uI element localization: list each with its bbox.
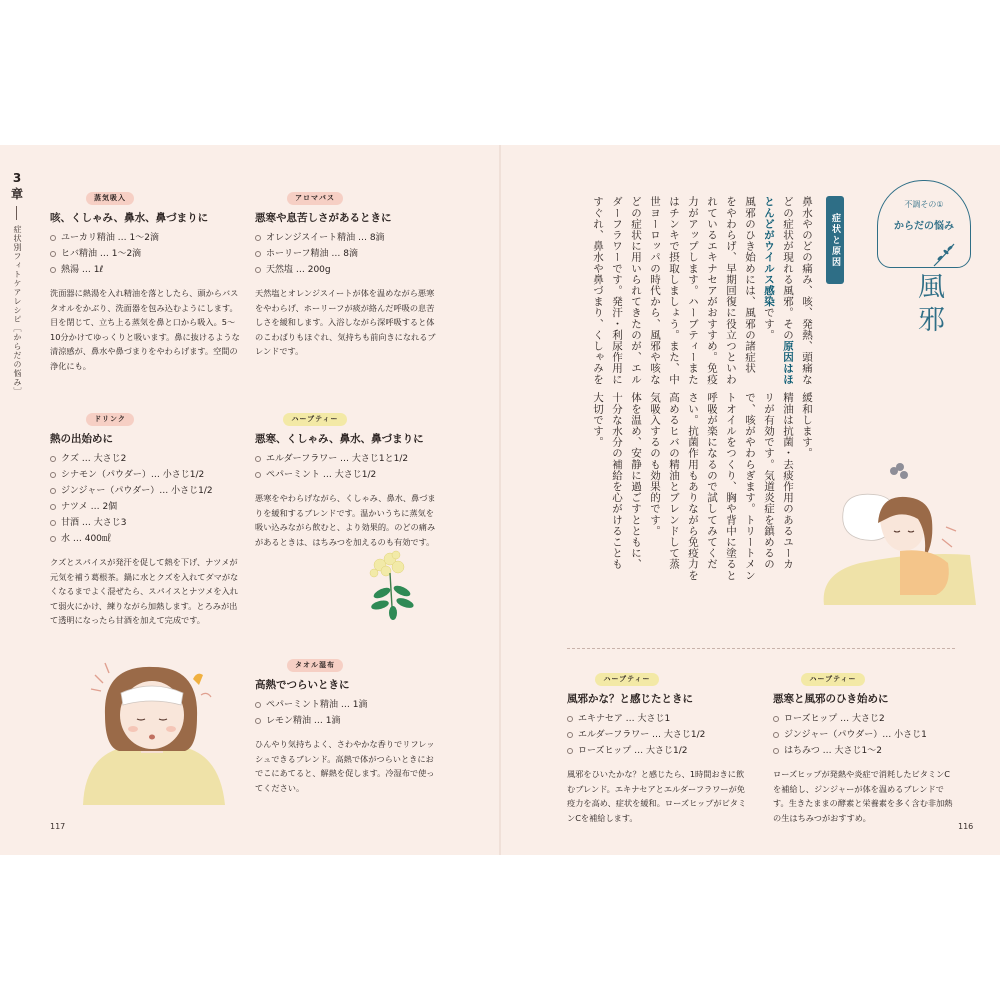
body-line: ダーフラワーです。発汗・利尿作用に (611, 196, 623, 385)
ingredient-item: レモン精油 … 1滴 (255, 713, 440, 729)
ingredient-item: ローズヒップ … 大さじ2 (773, 711, 958, 727)
ingredient-item: エルダーフラワー … 大さじ1/2 (567, 727, 752, 743)
recipe-towel-compress (255, 652, 440, 795)
body-line: どの症状が現れる風邪。その原因はほ (782, 196, 794, 385)
body-line: 体を温め、安静に過ごすとともに、 (630, 392, 642, 570)
ingredient-item: 熱湯 … 1ℓ (50, 262, 240, 278)
body-line: 大切です。 (592, 392, 604, 448)
recipe-herb-tea (255, 406, 440, 549)
body-line: で、咳がやわらぎます。トリートメン (744, 392, 756, 581)
article-body-2 (580, 392, 816, 652)
section-tag: 症状と原因 (826, 196, 844, 284)
body-line: 風邪のひき始めには、風邪の諸症状 (744, 196, 756, 374)
chapter-number: 3 (12, 171, 22, 185)
body-line: トオイルをつくり、胸や背中に塗ると (725, 392, 737, 581)
body-line: すぐれ、鼻水や鼻づまり、くしゃみを (592, 196, 604, 385)
recipe-herb-tea-chill (773, 666, 958, 825)
recipe-description: ローズヒップが発熱や炎症で消耗したビタミンCを補給し、ジンジャーが体を温めるブレンドです。生きたままの酵素と栄養素を多く含む非加熱の生はちみつがおすすめ。 (773, 769, 953, 823)
ingredient-item: オレンジスイート精油 … 8滴 (255, 230, 440, 246)
body-line: れているエキナセアがおすすめ。免疫 (706, 196, 718, 385)
recipe-tag: タオル湿布 (287, 659, 343, 672)
body-line: リが有効です。気道炎症を鎮めるの (763, 392, 775, 570)
ingredient-item: エルダーフラワー … 大さじ1と1/2 (255, 451, 440, 467)
ingredient-item: エキナセア … 大さじ1 (567, 711, 752, 727)
ingredient-item: ヒバ精油 … 1〜2滴 (50, 246, 240, 262)
page-title: 風邪 (913, 272, 944, 338)
ingredient-item: ユーカリ精油 … 1〜2滴 (50, 230, 240, 246)
recipe-title: 風邪かな？と感じたときに (567, 693, 693, 705)
recipe-steam-inhalation (50, 185, 240, 373)
ingredient-item: ナツメ … 2個 (50, 499, 240, 515)
body-line: をやわらげ、早期回復に役立つといわ (725, 196, 737, 385)
ingredient-list (50, 451, 240, 547)
girl-in-bed-illustration (820, 455, 980, 615)
ingredient-item: 天然塩 … 200g (255, 262, 440, 278)
body-line: さい。抗菌作用もありながら免疫力を (687, 392, 699, 581)
ingredient-item: 甘酒 … 大さじ3 (50, 515, 240, 531)
chapter-divider (16, 206, 17, 220)
body-line: 十分な水分の補給を心がけることも (611, 392, 623, 570)
ingredient-item: はちみつ … 大さじ1〜2 (773, 743, 958, 759)
body-line: 高めるヒバの精油とブレンドして蒸 (668, 392, 680, 570)
series-subtitle: からだの悩み (894, 221, 954, 232)
ingredient-item: クズ … 大さじ2 (50, 451, 240, 467)
recipe-description: 悪寒をやわらげながら、くしゃみ、鼻水、鼻づまりを緩和するブレンドです。温かいうちに蒸気を吸い込みながら飲むと、より効果的。のどの痛みがあるときは、はちみつを加えるのも有効です。 (255, 493, 436, 547)
ingredient-item: ジンジャー（パウダー）… 小さじ1/2 (50, 483, 240, 499)
page-number-left: 117 (50, 822, 66, 831)
ingredient-item: ホーリーフ精油 … 8滴 (255, 246, 440, 262)
ingredient-list (567, 711, 752, 759)
girl-with-towel-illustration (75, 655, 230, 805)
body-line: 力がアップします。ハーブティーまた (687, 196, 699, 385)
recipe-title: 咳、くしゃみ、鼻水、鼻づまりに (50, 212, 209, 224)
elderflower-illustration (360, 545, 435, 620)
body-line: とんどがウイルス感染です。 (763, 196, 775, 341)
ingredient-item: シナモン（パウダー）… 小さじ1/2 (50, 467, 240, 483)
recipe-drink (50, 406, 240, 628)
ingredient-list (773, 711, 958, 759)
recipe-description: 天然塩とオレンジスイートが体を温めながら悪寒をやわらげ、ホーリーフが痰が絡んだ呼吸の息苦しさを緩和します。入浴しながら深呼吸すると体のこわばりもほぐれ、気持ちも前向きになれるブレンドです。 (255, 288, 436, 356)
recipe-description: クズとスパイスが発汗を促して熱を下げ、ナツメが元気を補う葛根茶。鍋に水とクズを入れてダマがなくなるまでよく混ぜたら、スパイスとナツメを入れて弱火にかけ、練りながら加熱します。とろみが出て透明になったら甘酒を加えて完成です。 (50, 557, 239, 625)
recipe-aroma-bath (255, 185, 440, 359)
body-line: 呼吸が楽になるので試してみてくだ (706, 392, 718, 570)
running-head: 症状別フィトケアレシピ［からだの悩み］ (13, 225, 22, 396)
body-line: 世ヨーロッパの時代から、風邪や咳な (649, 196, 661, 385)
recipe-tag: ハーブティー (283, 413, 346, 426)
page-number-right: 116 (958, 822, 974, 831)
chapter-marker (8, 170, 26, 202)
sprig-icon (930, 240, 960, 270)
book-spine (499, 145, 501, 855)
body-line: 精油は抗菌・去痰作用のあるユーカ (782, 392, 794, 570)
recipe-description: 洗面器に熱湯を入れ精油を落としたら、頭からバスタオルをかぶり、洗面器を包み込むようにします。目を閉じて、立ち上る蒸気を鼻と口から吸入。5〜10分かけてゆっくりと吸います。鼻に抜けるような清涼感が、鼻水や鼻づまりをやわらげます。空間の浄化にも。 (50, 288, 240, 371)
recipe-tag: 蒸気吸入 (86, 192, 134, 205)
ingredient-list (255, 230, 440, 278)
body-line: どの症状に用いられてきたのが、エル (630, 196, 642, 385)
ingredient-list (255, 451, 440, 483)
recipe-description: 風邪をひいたかな？と感じたら、1時間おきに飲むブレンド。エキナセアとエルダーフラワーが免疫力を高め、症状を緩和。ローズヒップがビタミンCを補給します。 (567, 769, 747, 823)
recipe-herb-tea-early (567, 666, 752, 825)
ingredient-item: ペパーミント精油 … 1滴 (255, 697, 440, 713)
series-label: 不調その① (904, 200, 944, 209)
body-line: はチンキで摂取しましょう。また、中 (668, 196, 680, 385)
body-line: 緩和します。 (801, 392, 813, 459)
recipe-title: 悪寒と風邪のひき始めに (773, 693, 889, 705)
ingredient-list (50, 230, 240, 278)
recipe-tag: ハーブティー (801, 673, 864, 686)
ingredient-item: ローズヒップ … 大さじ1/2 (567, 743, 752, 759)
body-line: 鼻水やのどの痛み、咳、発熱、頭痛な (801, 196, 813, 385)
chapter-char: 章 (10, 187, 23, 201)
body-line: 気吸入するのも効果的です。 (649, 392, 661, 537)
ingredient-item: 水 … 400㎖ (50, 531, 240, 547)
ingredient-item: ジンジャー（パウダー）… 小さじ1 (773, 727, 958, 743)
ingredient-list (255, 697, 440, 729)
recipe-tag: アロマバス (287, 192, 343, 205)
section-divider (567, 648, 955, 649)
recipe-title: 高熱でつらいときに (255, 679, 350, 691)
recipe-title: 悪寒や息苦しさがあるときに (255, 212, 392, 224)
recipe-title: 熱の出始めに (50, 433, 113, 445)
recipe-description: ひんやり気持ちよく、さわやかな香りでリフレッシュできるブレンド。高熱で体がつらいときにおでこにあてると、解熱を促します。冷湿布で使ってください。 (255, 739, 435, 793)
recipe-tag: ハーブティー (595, 673, 658, 686)
ingredient-item: ペパーミント … 大さじ1/2 (255, 467, 440, 483)
recipe-tag: ドリンク (86, 413, 134, 426)
recipe-title: 悪寒、くしゃみ、鼻水、鼻づまりに (255, 433, 424, 445)
